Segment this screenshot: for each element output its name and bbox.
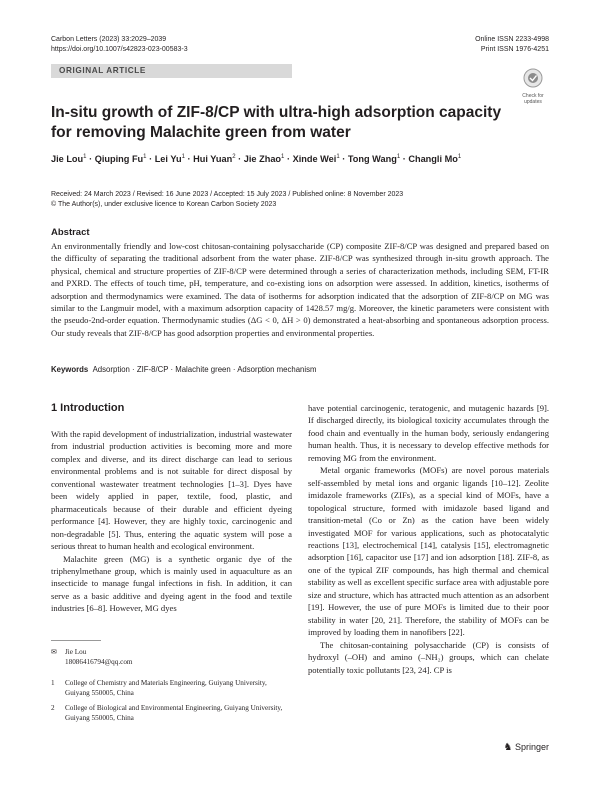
paragraph: Malachite green (MG) is a synthetic organic dye of the triphenylmethane group, which is mainly used in aquaculture as an insecticide to manage fungal infections in fish. In addition, it can serve as a basic additive and dyeing agent in the food and textile industries [6–8]. However, MG dyes [51,553,292,614]
correspondence-name: Jie Lou [65,648,87,656]
check-updates-line1: Check for [522,93,544,99]
paragraph: With the rapid development of industrialization, industrial wastewater from industrial production activities is becoming more and more complex and diverse, and its direct discharge can lead to serious environmental problems and is not suitable for direct disposal by conventional wastewater treatment technologies [1–3]. Dyes have been widely applied in paper, textile, food, plastic, and pharmaceuticals because of their durable and efficient dyeing performance [4]. However, they are highly toxic, carcinogenic and non-degradable [5]. Thus, entering the aquatic system will pose a serious threat to human health and ecological environment. [51,429,292,552]
keywords-label: Keywords [51,365,89,374]
author-affiliation-mark: 1 [281,154,285,160]
correspondence-email[interactable]: 18086416794@qq.com [65,658,133,666]
article-title: In-situ growth of ZIF-8/CP with ultra-high adsorption capacity for removing Malachite green from water [51,104,502,141]
author-name[interactable]: Hui Yuan [193,154,233,165]
author-list: Jie Lou$^1$ · Qiuping $Fu^1$ · Lei $Yu^1$ · Hui Yuan$^2$ · Jie Zhao$^1$ · Xinde Wei$^1$ · Tong Wang$^1$ · Changli Mo$^1$ [51,154,462,165]
keywords-text: Adsorption · ZIF-8/CP · Malachite green · Adsorption mechanism [92,365,317,374]
affiliation-number: 1 [51,679,55,687]
affiliation-text: College of Biological and Environmental Engineering, Guiyang University, Guiyang 550005, China [65,704,283,722]
publication-dates: Received: 24 March 2023 / Revised: 16 June 2023 / Accepted: 15 July 2023 / Published online: 8 November 2023 [51,191,404,198]
right-column [308,402,549,676]
abstract-heading: Abstract [51,227,90,238]
check-updates-badge[interactable] [517,68,549,105]
author-name[interactable]: Changli Mo [408,154,458,165]
author-affiliation-mark: 2 [232,154,236,160]
author-affiliation-mark: 1 [143,154,147,160]
check-updates-icon [517,68,549,88]
author-affiliation-mark: 1 [457,154,462,160]
publisher-name: Springer [514,742,549,752]
mail-icon: ✉ [51,648,58,656]
publisher-logo [503,742,549,753]
abstract-text: An environmentally friendly and low-cost chitosan-containing polysaccharide (CP) composite ZIF-8/CP was designed and prepared based on the difficulty of separating the traditional adsorbent from the water phase. ZIF-8/CP was synthesized through in-situ growth approach. The physical, chemical and structure properties of ZIF-8/CP were determined through a series of characterization methods, including SEM, FT-IR and PXRD. The effects of touch time, pH, temperature, and co-existing ions on adsorption were assessed. In addition, kinetics, isotherms of adsorption and thermodynamics were examined. The data of isotherms for adsorption indicated that the adsorption of ZIF-8/CP on MG was similar to the Langmuir model, with a maximum adsorption capacity of 1428.57 mg/g. Moreover, the kinetic parameters were consistent with the pseudo-2nd-order equation. Thermodynamic studies (ΔG < 0, ΔH > 0) demonstrated a heat-absorbing and spontaneous adsorption process. Our study reveals that ZIF-8/CP has good adsorption properties and environmental properties. [51,241,549,338]
journal-citation: Carbon Letters (2023) 33:2029–2039 [51,36,167,43]
footnote-divider [51,640,101,641]
author-affiliation-mark: 1 [181,154,185,160]
doi-link[interactable]: https://doi.org/10.1007/s42823-023-00583-3 [51,46,188,53]
author-affiliation-mark: 1 [83,154,87,160]
left-column [51,428,292,615]
affiliation-1 [51,678,292,698]
copyright-line: © The Author(s), under exclusive licence to Korean Carbon Society 2023 [51,201,277,208]
author-name[interactable]: Jie Lou [51,154,84,165]
paragraph: Metal organic frameworks (MOFs) are novel porous materials self-assembled by metal ions and organic ligands [10–12]. Zeolite imidazole frameworks (ZIFs), as a special kind of MOFs, have a topological structure, formed with imidazole based ligand and transition-metal (Co or Zn) as the cation have been widely investigated MOF for various applications, such as photocatalytic reactions [13], electrochemical [14], catalysis [15], electromagnetic adsorption [16], capacitor use [17] and ion adsorption [18]. ZIF-8, as one of the typical ZIF compounds, has high thermal and chemical stability as well as excellent specific surface area with adjustable pore size and structure, which has attracted much attention as an adsorbent [19]. However, the use of pure MOFs is limited due to their poor stability in water [20, 21]. Therefore, the stability of MOFs can be improved by loading them in nanofibers [22]. [308,465,549,638]
print-issn: Print ISSN 1976-4251 [480,46,549,53]
affiliation-number: 2 [51,704,55,712]
article-type: ORIGINAL ARTICLE [59,66,146,75]
article-type-bar [51,64,292,78]
keywords [51,365,317,374]
author-affiliation-mark: 1 [336,154,340,160]
author-name[interactable]: Lei Yu [154,154,182,165]
paragraph: The chitosan-containing polysaccharide (CP) is consists of hydroxyl (–OH) and amino (–NH₂) groups, which can chelate potentially toxic pollutants [23, 24]. CP is [308,639,549,675]
author-name[interactable]: Xinde Wei [292,154,337,165]
check-updates-line2: updates [524,99,542,105]
paragraph: have potential carcinogenic, teratogenic, and mutagenic hazards [9]. If discharged directly, its biological toxicity accumulates through the food chain and eventually in the human body, seriously endangering human health. Thus, it is necessary to develop effective methods for removing MG from the environment. [308,403,549,463]
author-name[interactable]: Jie Zhao [243,154,282,165]
author-name[interactable]: Tong Wang [347,154,397,165]
correspondence [51,647,292,667]
affiliation-text: College of Chemistry and Materials Engineering, Guiyang University, Guiyang 550005, China [65,679,267,697]
section-heading-introduction: 1 Introduction [51,402,125,414]
springer-horse-icon: ♞ [503,742,513,753]
author-affiliation-mark: 1 [396,154,401,160]
author-name[interactable]: Qiuping Fu [94,154,144,165]
affiliation-2 [51,703,292,723]
online-issn: Online ISSN 2233-4998 [475,36,549,43]
